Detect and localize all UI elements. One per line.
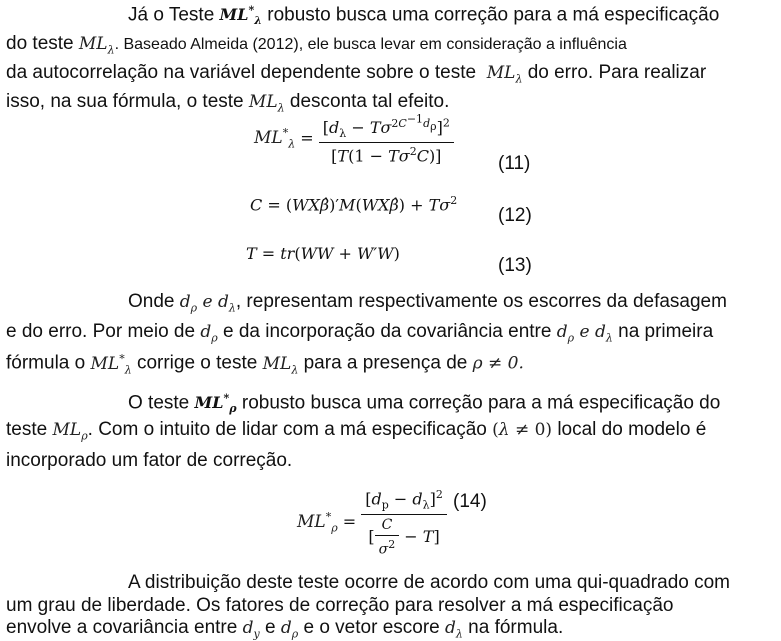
equation-11-number: (11) xyxy=(498,153,531,174)
equation-11: $ML^*_\lambda$ = $\frac{[d_\lambda - T\sigma^{2C^{-1}d_\rho}]^2}{[T(1 - T\sigma^2C)]}$ xyxy=(254,112,454,166)
equation-14-number: (14) xyxy=(453,491,487,512)
equation-13: T = tr(WW + W′W) xyxy=(246,244,400,263)
p4-line-1: A distribuição deste teste ocorre de acordo com uma qui-quadrado com xyxy=(128,572,730,593)
p3-line-1: O teste $ML^*_\rho$ robusto busca uma correção para a má especificação do xyxy=(128,392,721,416)
p1-line-2: do teste $ML_\lambda$. Baseado Almeida (2012), ele busca levar em consideração a influência xyxy=(6,33,627,57)
p4-line-3: envolve a covariância entre $d_y$ e $d_\rho$ e o vetor escore $d_\lambda$ na fórmula. xyxy=(6,617,564,641)
ml-lambda-symbol: $ML_\lambda$ xyxy=(248,92,285,115)
p1-line-4: isso, na sua fórmula, o teste $ML_\lambda$ desconta tal efeito. xyxy=(6,91,450,115)
ml-lambda-symbol: $ML_\lambda$ xyxy=(78,34,115,57)
p2-line-2: e do erro. Por meio de $d_\rho$ e da incorporação da covariância entre $d_\rho$ e $d_\lambda$ na primeira xyxy=(6,321,714,345)
equation-12-number: (12) xyxy=(498,205,532,226)
p3-line-2: teste $ML_\rho$. Com o intuito de lidar com a má especificação (λ ≠ 0) local do modelo é xyxy=(6,419,707,443)
p1-line-1: Já o Teste $ML^*_\lambda$ robusto busca uma correção para a má especificação xyxy=(128,4,720,28)
p3-line-3: incorporado um fator de correção. xyxy=(6,450,293,471)
d-rho-e-d-lambda: $d_\rho$ e $d_\lambda$ xyxy=(179,292,236,315)
equation-12: C = (WXβ̂)′M(WXβ̂) + $T\sigma^2$ xyxy=(250,194,458,215)
ml-rho-star-symbol: $ML^*_\rho$ xyxy=(194,392,237,416)
p2-line-3: fórmula o $ML^*_\lambda$ corrige o teste $ML_\lambda$ para a presença de ρ ≠ 0. xyxy=(6,352,524,377)
equation-13-number: (13) xyxy=(498,255,532,276)
p4-line-2: um grau de liberdade. Os fatores de correção para resolver a má especificação xyxy=(6,595,674,616)
ml-lambda-star-symbol: $ML^*_\lambda$ xyxy=(219,4,262,28)
equation-14: $ML^*_\rho$ = $[d_p - d_\lambda]^2$ [ $\frac{C}{\sigma^2}$ − T] xyxy=(297,488,447,557)
p1-line-3: da autocorrelação na variável dependente sobre o teste $ML_\lambda$ do erro. Para realizar xyxy=(6,62,707,86)
ml-lambda-symbol: $ML_\lambda$ xyxy=(481,63,523,86)
p2-line-1: Onde $d_\rho$ e $d_\lambda$, representam respectivamente os escorres da defasagem xyxy=(128,291,727,315)
